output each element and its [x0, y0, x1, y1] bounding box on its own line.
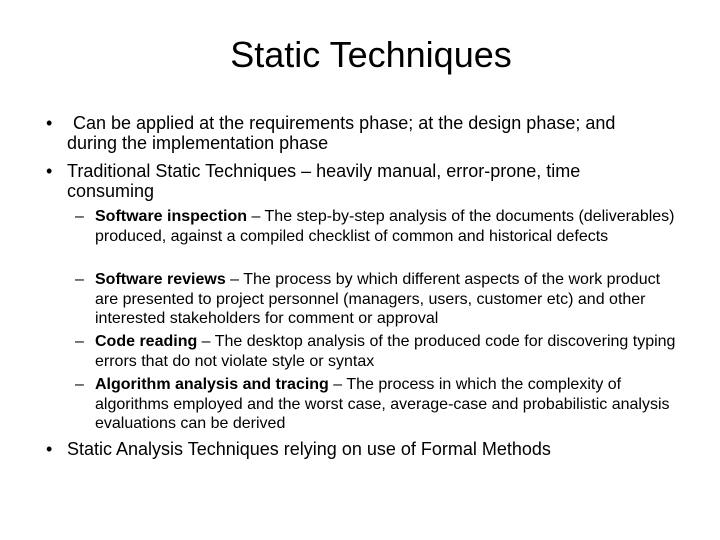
sub-item	[75, 332, 680, 371]
sub-item-term: Software reviews	[95, 271, 226, 288]
sub-item-separator: –	[197, 333, 215, 350]
dash-marker: –	[75, 208, 84, 225]
sub-item-term: Software inspection	[95, 208, 248, 225]
bullet-text: Can be applied at the requirements phase; at the design phase; and during the implementation phase	[67, 113, 616, 153]
bullet-marker: •	[46, 439, 53, 459]
bullet-text: Traditional Static Techniques – heavily manual, error-prone, time consuming	[67, 161, 581, 201]
sub-item-desc: The process by which different aspects of the work product are presented to project personnel (managers, users, customer etc) and other interested stakeholders for comment or approval	[95, 271, 661, 327]
sub-item-term: Code reading	[95, 333, 198, 350]
sub-item-desc: The process in which the complexity of algorithms employed and the worst case, average-case and probabilistic analysis evaluations can be derived	[95, 376, 670, 432]
sub-item	[75, 270, 680, 329]
dash-marker: –	[75, 376, 84, 393]
sub-item-term: Algorithm analysis and tracing	[95, 376, 329, 393]
bullet-item	[46, 161, 667, 201]
sub-item-desc: The step-by-step analysis of the documents (deliverables) produced, against a compiled checklist of common and historical defects	[95, 208, 675, 245]
dash-marker: –	[75, 333, 84, 350]
sub-item-separator: –	[328, 376, 347, 393]
sub-item-desc: The desktop analysis of the produced code for discovering typing errors that do not violate style or syntax	[95, 333, 676, 370]
bullet-item	[46, 439, 667, 459]
sub-item-separator: –	[247, 208, 265, 225]
bullet-marker: •	[46, 161, 53, 181]
slide-title: Static Techniques	[230, 34, 512, 75]
sub-item	[75, 207, 680, 246]
sub-item-separator: –	[225, 271, 244, 288]
dash-marker: –	[75, 271, 84, 288]
sub-item	[75, 375, 680, 434]
bullet-text: Static Analysis Techniques relying on use of Formal Methods	[67, 439, 551, 459]
bullet-item	[46, 113, 667, 153]
bullet-marker: •	[46, 113, 53, 133]
